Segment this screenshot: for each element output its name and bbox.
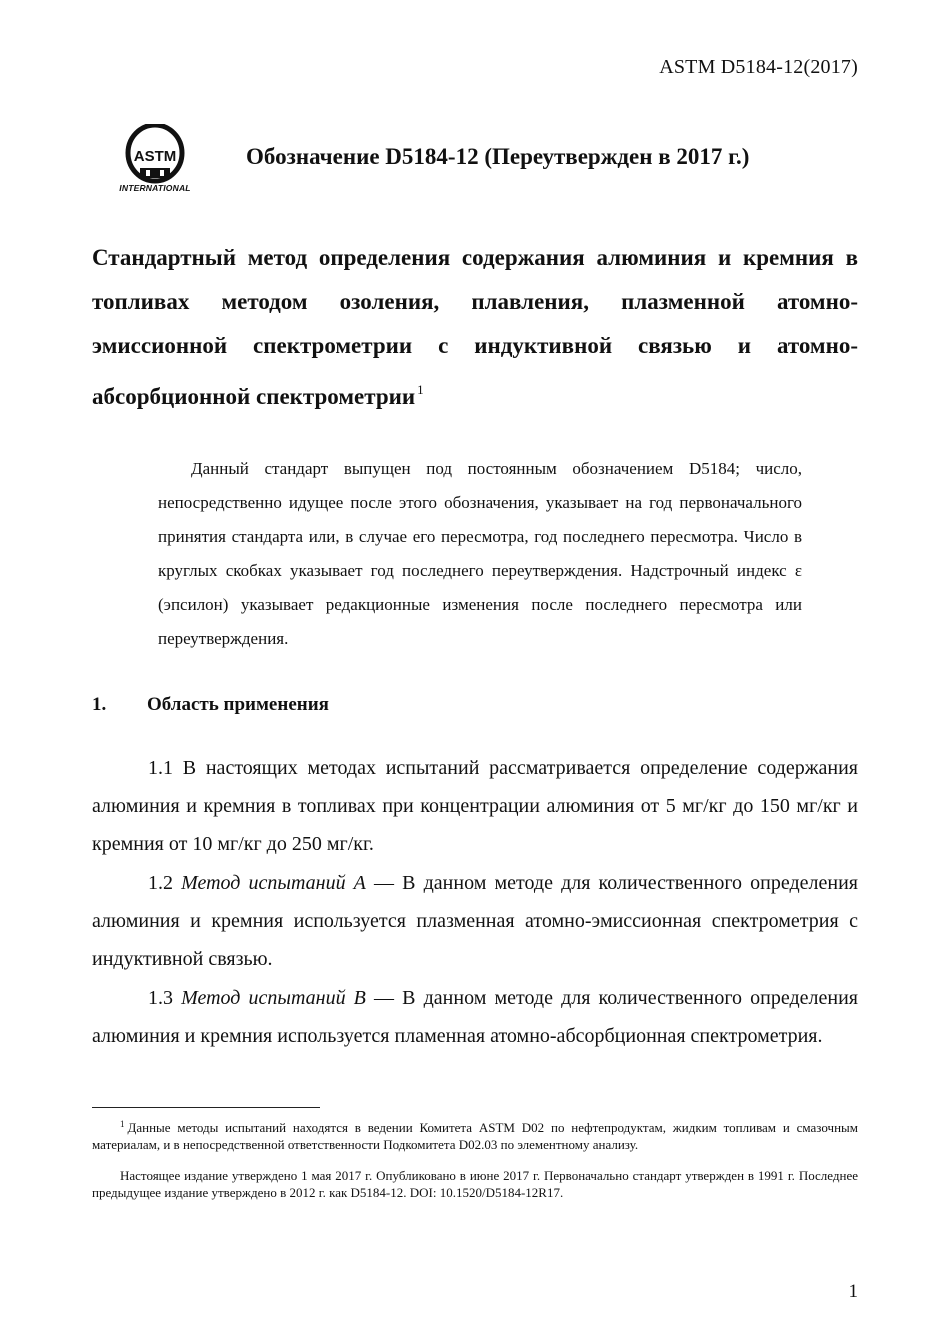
- logo-caption: INTERNATIONAL: [119, 183, 191, 193]
- standard-code-header: ASTM D5184-12(2017): [659, 56, 858, 78]
- footnote-1: [92, 1116, 858, 1153]
- paragraph-text: — В данном методе для количественного определения алюминия и кремния используется плазменная атомно-эмиссионная спектрометрия с индуктивной связью.: [92, 872, 858, 970]
- paragraph-1-3: [92, 979, 858, 1055]
- title-text: Стандартный метод определения содержания алюминия и кремния в топливах методом озоления, плавления, плазменной атомно-эмиссионной спектрометрии с индуктивной связью и атомно-абсорбционной спектрометрии: [92, 245, 858, 409]
- section-title: Область применения: [147, 694, 329, 715]
- paragraph-text: — В данном методе для количественного определения алюминия и кремния используется пламенная атомно-абсорбционная спектрометрия.: [92, 987, 858, 1047]
- footnote-text: Настоящее издание утверждено 1 мая 2017 г. Опубликовано в июне 2017 г. Первоначально стандарт утвержден в 1991 г. Последнее предыдущее издание утверждено в 2012 г. как D5184-12. DOI: 10.1520/D5184-12R17.: [92, 1168, 858, 1200]
- paragraph-number: 1.2: [148, 872, 173, 894]
- standard-notice: Данный стандарт выпущен под постоянным обозначением D5184; число, непосредственно идущее после этого обозначения, указывает на год первоначального принятия стандарта или, в случае его пересмотра, год последнего пересмотра. Число в круглых скобках указывает год последнего переутверждения. Надстрочный индекс ε (эпсилон) указывает редакционные изменения после последнего пересмотра или переутверждения.: [158, 459, 802, 648]
- document-title: [92, 236, 858, 419]
- footnote-text: Данные методы испытаний находятся в ведении Комитета ASTM D02 по нефтепродуктам, жидким топливам и смазочным материалам, и в непосредственной ответственности Подкомитета D02.03 по элементному анализу.: [92, 1120, 858, 1152]
- method-label: Метод испытаний B: [181, 987, 366, 1009]
- paragraph-number: 1.1: [148, 757, 173, 779]
- footnote-mark: 1: [120, 1119, 125, 1129]
- footnote-divider: [92, 1107, 320, 1108]
- paragraph-text: В настоящих методах испытаний рассматривается определение содержания алюминия и кремния в топливах при концентрации алюминия от 5 мг/кг до 150 мг/кг и кремния от 10 мг/кг до 250 мг/кг.: [92, 757, 859, 855]
- designation-heading: Обозначение D5184-12 (Переутвержден в 2017 г.): [246, 144, 750, 169]
- page-number: 1: [848, 1281, 858, 1302]
- section-number: 1.: [92, 694, 107, 715]
- method-label: Метод испытаний A: [181, 872, 366, 894]
- footnote-2: [92, 1167, 858, 1201]
- logo-emblem-letters: ASTM: [133, 148, 177, 165]
- paragraph-number: 1.3: [148, 987, 173, 1009]
- paragraph-1-1: [92, 749, 858, 863]
- paragraph-1-2: [92, 864, 858, 978]
- title-footnote-ref: 1: [417, 382, 424, 397]
